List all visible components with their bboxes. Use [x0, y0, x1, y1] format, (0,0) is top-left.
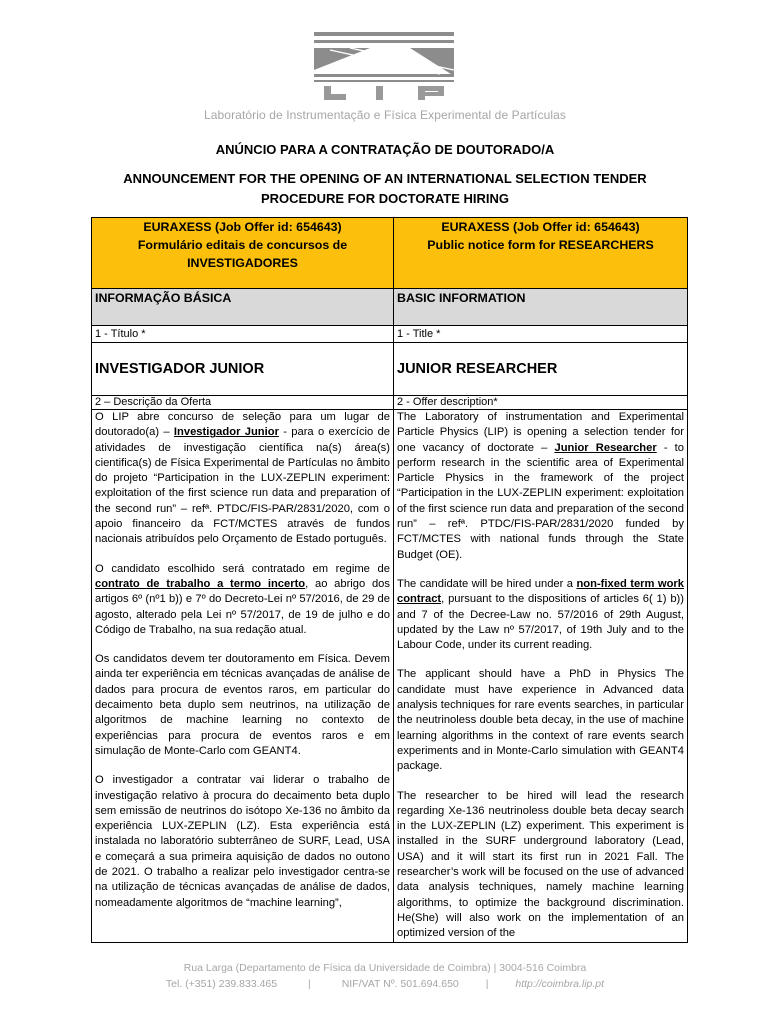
description-row	[92, 410, 688, 943]
title-en-line2: PROCEDURE FOR DOCTORATE HIRING	[261, 191, 509, 206]
header-en-line1: EURAXESS (Job Offer id: 654643)	[441, 220, 640, 234]
title-pt: ANÚNCIO PARA A CONTRATAÇÃO DE DOUTORADO/A	[215, 142, 555, 157]
highlight-pt-1: Investigador Junior	[173, 426, 279, 439]
logo-text: LIP	[383, 70, 385, 71]
footer-address: Rua Larga (Departamento de Física da Universidade de Coimbra) | 3004-516 Coimbra	[183, 962, 587, 974]
footer-separator-2: |	[485, 978, 489, 990]
header-cell-en	[394, 218, 688, 289]
title-value-en: JUNIOR RESEARCHER	[394, 343, 688, 396]
footer-phone: Tel. (+351) 239.833.465	[165, 978, 278, 990]
description-en	[394, 410, 688, 943]
title-label-row	[92, 326, 688, 343]
title-value-pt: INVESTIGADOR JUNIOR	[92, 343, 394, 396]
header-pt-line3: INVESTIGADORES	[187, 256, 298, 270]
highlight-en-2: non-fixed term work contract	[397, 577, 684, 606]
footer-contacts	[0, 978, 770, 990]
highlight-en-1: Junior Researcher	[554, 441, 657, 454]
paragraph-en-1: The Laboratory of instrumentation and Experimental Particle Physics (LIP) is opening a selection tender for one vacancy of doctorate – Junior Researcher - to perform research in the scientific area of Experimental Particle Physics in the framework of the project “Participation in the LUX-ZEPLIN experiment: exploitation of the first science run data and preparation of the second run” – refª. PTDC/FIS-PAR/2831/2020 funded by FCT/MCTES with national funds through the State Budget (OE).	[397, 411, 684, 561]
header-cell-pt	[92, 218, 394, 289]
header-pt-line1: EURAXESS (Job Offer id: 654643)	[143, 220, 342, 234]
job-offer-table	[91, 217, 688, 943]
paragraph-pt-1: O LIP abre concurso de seleção para um lugar de doutorado(a) – Investigador Junior - para o exercício de atividades de investigação científica na(s) área(s) cientifica(s) de Física Experimental de Partículas no âmbito do projeto “Participation in the LUX-ZEPLIN experiment: exploitation of the first science run data and preparation of the second run” – refª. PTDC/FIS-PAR/2831/2020, com o apoio financeiro da FCT/MCTES através de fundos nacionais atribuídos pelo Orçamento de Estado português.	[95, 411, 391, 546]
title-label-en: 1 - Title *	[394, 326, 688, 343]
footer-separator: |	[308, 978, 311, 990]
basic-info-en: BASIC INFORMATION	[394, 289, 688, 326]
description-pt	[92, 410, 394, 943]
title-en-line1: ANNOUNCEMENT FOR THE OPENING OF AN INTERNATIONAL SELECTION TENDER	[123, 171, 647, 186]
paragraph-pt-2: O candidato escolhido será contratado em regime de contrato de trabalho a termo incerto, ao abrigo dos artigos 6º (nº1 b)) e 7º do Decreto-Lei nº 57/2016, de 29 de agosto, alterado pela Lei nº 57/2017, de 19 de julho e do Código de Trabalho, na sua redação atual.	[95, 562, 390, 636]
description-label-pt: 2 – Descrição da Oferta	[92, 396, 394, 410]
paragraph-en-2: The candidate will be hired under a non-fixed term work contract, pursuant to the dispositions of articles 6( 1) b)) and 7 of the Decree-Law no. 57/2016 of 29th August, updated by the Law nº 57/2017, of 19th July and to the Labour Code, under its current reading.	[397, 577, 684, 652]
basic-info-row	[92, 289, 688, 326]
paragraph-en-3: The applicant should have a PhD in Physics The candidate must have experience in Advanced data analysis techniques for rare events searches, in particular the neutrinoless double beta decay, in the use of machine learning algorithms in the context of rare events search experiments and in Monte-Carlo simulation with GEANT4 package.	[397, 668, 684, 773]
header-pt-line2: Formulário editais de concursos de	[137, 238, 348, 252]
description-label-row	[92, 396, 688, 410]
header-en-line2: Public notice form for RESEARCHERS	[427, 238, 654, 252]
paragraph-pt-4: O investigador a contratar vai liderar o trabalho de investigação relativo à procura do decaimento beta duplo sem emissão de neutrinos do isótopo Xe-136 no âmbito da experiência LUX-ZEPLIN (LZ). Esta experiência está instalada no laboratório subterrâneo de SURF, Lead, USA e começará a sua primeira aquisição de dados no outono de 2021. O trabalho a realizar pelo investigador centra-se na utilização de técnicas avançadas de análise de dados, nomeadamente algoritmos de “machine learning”,	[95, 774, 390, 909]
title-value-row	[92, 343, 688, 396]
lip-logo	[310, 30, 458, 102]
lab-name: Laboratório de Instrumentação e Física Experimental de Partículas	[203, 108, 567, 122]
paragraph-pt-3: Os candidatos devem ter doutoramento em Física. Devem ainda ter experiência em técnicas avançadas de análise de dados para procura de eventos raros, em particular do decaimento beta duplo sem neutrinos, na utilização de algoritmos de machine learning no contexto de experiências para procura de eventos raros e em simulação de Monte-Carlo com GEANT4.	[95, 653, 390, 757]
footer-nif: NIF/VAT Nº. 501.694.650	[341, 978, 459, 990]
header-row	[92, 218, 688, 289]
highlight-pt-2: contrato de trabalho a termo incerto	[95, 577, 306, 590]
paragraph-en-4: The researcher to be hired will lead the research regarding Xe-136 neutrinoless double beta decay search in the LUX-ZEPLIN (LZ) experiment. This experiment is installed in the SURF underground laboratory (Lead, USA) and it will start its first run in 2021 Fall. The researcher’s work will be focused on the use of advanced data analysis techniques, namely machine learning algorithms, to optimize the background discrimination. He(She) will also work on the implementation of an optimized version of the	[397, 789, 684, 940]
basic-info-pt: INFORMAÇÃO BÁSICA	[92, 289, 394, 326]
title-label-pt: 1 - Título *	[92, 326, 394, 343]
title-en	[0, 169, 770, 209]
description-label-en: 2 - Offer description*	[394, 396, 688, 410]
footer-url[interactable]: http://coimbra.lip.pt	[515, 978, 605, 990]
